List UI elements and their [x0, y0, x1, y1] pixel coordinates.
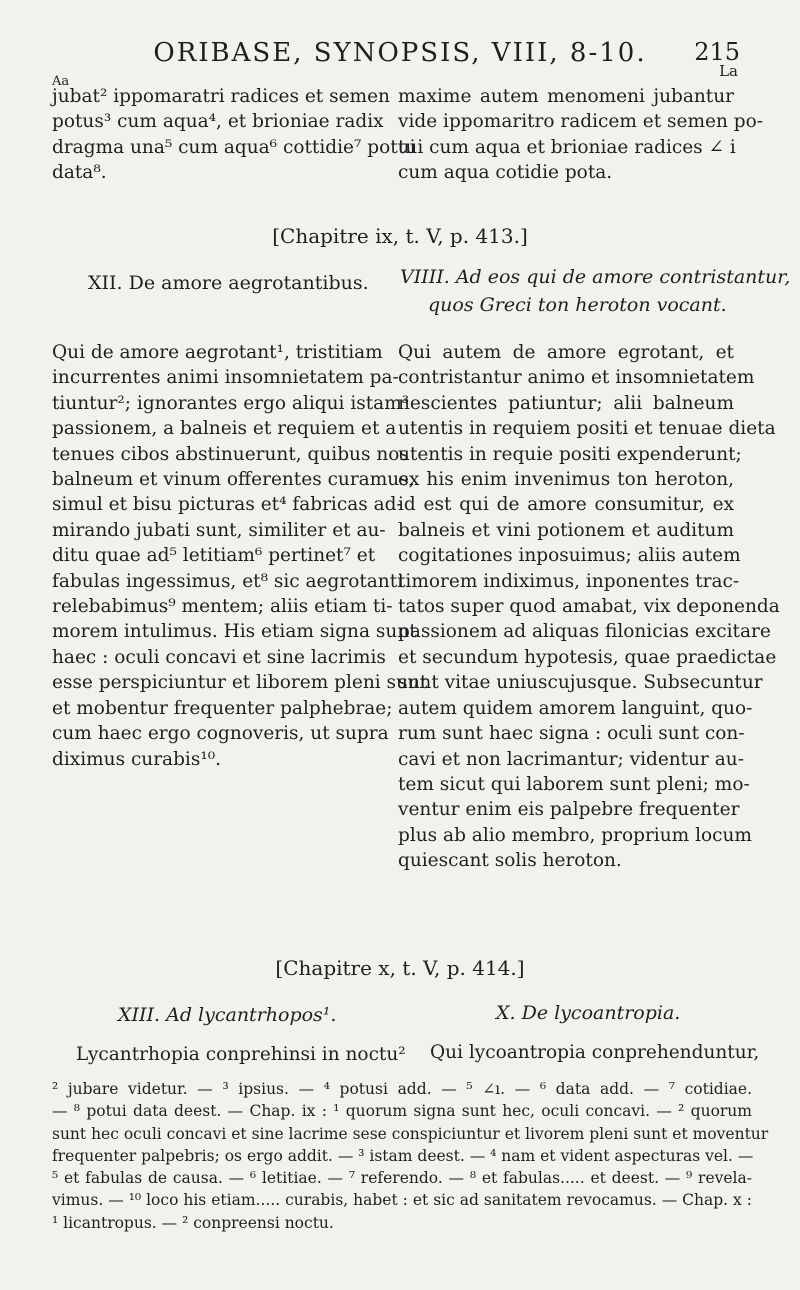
text-line: nescientes patiuntur; alii balneum	[398, 392, 734, 414]
text-line: morem intulimus. His etiam signa sunt	[52, 621, 417, 643]
text-line: tiuntur²; ignorantes ergo aliqui istam³	[52, 392, 410, 414]
chapter-ix-right-heading: VIIII. Ad eos qui de amore contristantur,	[400, 266, 791, 288]
text-line: ditu quae ad⁵ letitiam⁶ pertinet⁷ et	[52, 545, 376, 567]
text-line: maxime autem menomeni jubantur	[398, 86, 734, 107]
running-header: ORIBASE, SYNOPSIS, VIII, 8-10.	[153, 38, 647, 68]
text-line: cavi et non lacrimantur; videntur au-	[398, 748, 744, 770]
text-line: balneis et vini potionem et auditum	[398, 519, 734, 541]
chapter-x-right-text: Qui lycoantropia conprehenduntur,	[430, 1042, 760, 1063]
top-left-text	[52, 84, 416, 186]
text-line: mirando jubati sunt, similiter et au-	[52, 519, 386, 541]
text-line: dragma una⁵ cum aqua⁶ cottidie⁷ potui	[52, 136, 416, 158]
text-line: passionem, a balneis et requiem et a	[52, 418, 397, 440]
text-line: haec : oculi concavi et sine lacrimis	[52, 646, 386, 668]
footnote-line: — ⁸ potui data deest. — Chap. ix : ¹ quorum signa sunt hec, oculi concavi. — ² quorum	[52, 1102, 752, 1121]
text-line: ex his enim invenimus ton heroton,	[398, 469, 734, 491]
footnote-line: sunt hec oculi concavi et sine lacrime sese conspiciuntur et livorem pleni sunt et moventur	[52, 1124, 769, 1143]
text-line: autem quidem amorem languint, quo-	[398, 697, 753, 719]
text-line: ventur enim eis palpebre frequenter	[398, 799, 740, 821]
text-line: plus ab alio membro, proprium locum	[398, 824, 752, 846]
text-line: utentis in requiem positi et tenuae dieta	[398, 418, 776, 440]
page-number: 215	[694, 38, 740, 66]
text-line: cum aqua cotidie pota.	[398, 162, 613, 184]
text-line: utentis in requie positi expenderunt;	[398, 443, 742, 465]
text-line: et secundum hypotesis, quae praedictae	[398, 646, 777, 668]
text-line: tenues cibos abstinuerunt, quibus nos	[52, 443, 409, 465]
text-line: jubat² ippomaratri radices et semen	[52, 86, 390, 107]
footnote-line: frequenter palpebris; os ergo addit. — ³ istam deest. — ⁴ nam et vident aspecturas vel. —	[52, 1146, 754, 1165]
chapter-ix-left-heading: XII. De amore aegrotantibus.	[88, 272, 369, 294]
text-line: timorem indiximus, inponentes trac-	[398, 570, 740, 592]
text-line: sunt vitae uniuscujusque. Subsecuntur	[398, 672, 763, 694]
chapter-ix-right-heading-2: quos Greci ton heroton vocant.	[428, 294, 727, 316]
footnote-line: vimus. — ¹⁰ loco his etiam..... curabis, habet : et sic ad sanitatem revocamus. — Chap. x :	[52, 1191, 752, 1210]
text-line: vide ippomaritro radicem et semen po-	[398, 111, 763, 133]
text-line: quiescant solis heroton.	[398, 850, 622, 872]
text-line: incurrentes animi insomnietatem pa-	[52, 367, 399, 389]
right-column-marker: La	[719, 62, 738, 80]
chapter-x-left-text: Lycantrhopia conprehinsi in noctu²	[76, 1044, 406, 1065]
text-line: et mobentur frequenter palphebrae;	[52, 697, 393, 719]
top-right-text	[398, 84, 763, 186]
footnotes	[52, 1078, 769, 1234]
text-line: diximus curabis¹⁰.	[52, 748, 222, 770]
text-line: potus³ cum aqua⁴, et brioniae radix	[52, 111, 384, 133]
text-line: passionem ad aliquas filonicias excitare	[398, 621, 771, 643]
chapter-ix-reference: [Chapitre ix, t. V, p. 413.]	[272, 224, 528, 248]
text-line: data⁸.	[52, 162, 107, 184]
chapter-x-reference: [Chapitre x, t. V, p. 414.]	[275, 956, 525, 980]
text-line: tui cum aqua et brioniae radices ∠ i	[398, 136, 736, 158]
chapter-x-left-heading: XIII. Ad lycantrhopos¹.	[118, 1004, 337, 1026]
text-line: esse perspiciuntur et liborem pleni sunt	[52, 672, 428, 694]
text-line: Qui de amore aegrotant¹, tristitiam	[52, 342, 383, 363]
chapter-x-right-heading: X. De lycoantropia.	[496, 1002, 681, 1024]
chapter-ix-left-text	[52, 340, 428, 772]
text-line: fabulas ingessimus, et⁸ sic aegrotanti	[52, 570, 404, 592]
text-line: contristantur animo et insomnietatem	[398, 367, 755, 389]
text-line: cum haec ergo cognoveris, ut supra	[52, 723, 389, 745]
footnote-line: ² jubare videtur. — ³ ipsius. — ⁴ potusi add. — ⁵ ∠ı. — ⁶ data add. — ⁷ cotidiae.	[52, 1080, 752, 1098]
text-line: Qui autem de amore egrotant, et	[398, 342, 734, 363]
text-line: simul et bisu picturas et⁴ fabricas ad-	[52, 494, 403, 516]
text-line: tatos super quod amabat, vix deponenda	[398, 596, 780, 618]
chapter-ix-right-text	[398, 340, 780, 874]
text-line: balneum et vinum offerentes curamus,	[52, 469, 415, 491]
left-column-marker: Aa	[52, 74, 70, 89]
text-line: rum sunt haec signa : oculi sunt con-	[398, 723, 745, 745]
text-line: cogitationes inposuimus; aliis autem	[398, 545, 741, 567]
footnote-line: ⁵ et fabulas de causa. — ⁶ letitiae. — ⁷ referendo. — ⁸ et fabulas..... et deest. — ⁹ revela-	[52, 1169, 752, 1188]
text-line: relebabimus⁹ mentem; aliis etiam ti-	[52, 596, 393, 618]
text-line: tem sicut qui laborem sunt pleni; mo-	[398, 773, 750, 795]
text-line: id est qui de amore consumitur, ex	[398, 494, 734, 516]
footnote-line: ¹ licantropus. — ² conpreensi noctu.	[52, 1213, 334, 1232]
